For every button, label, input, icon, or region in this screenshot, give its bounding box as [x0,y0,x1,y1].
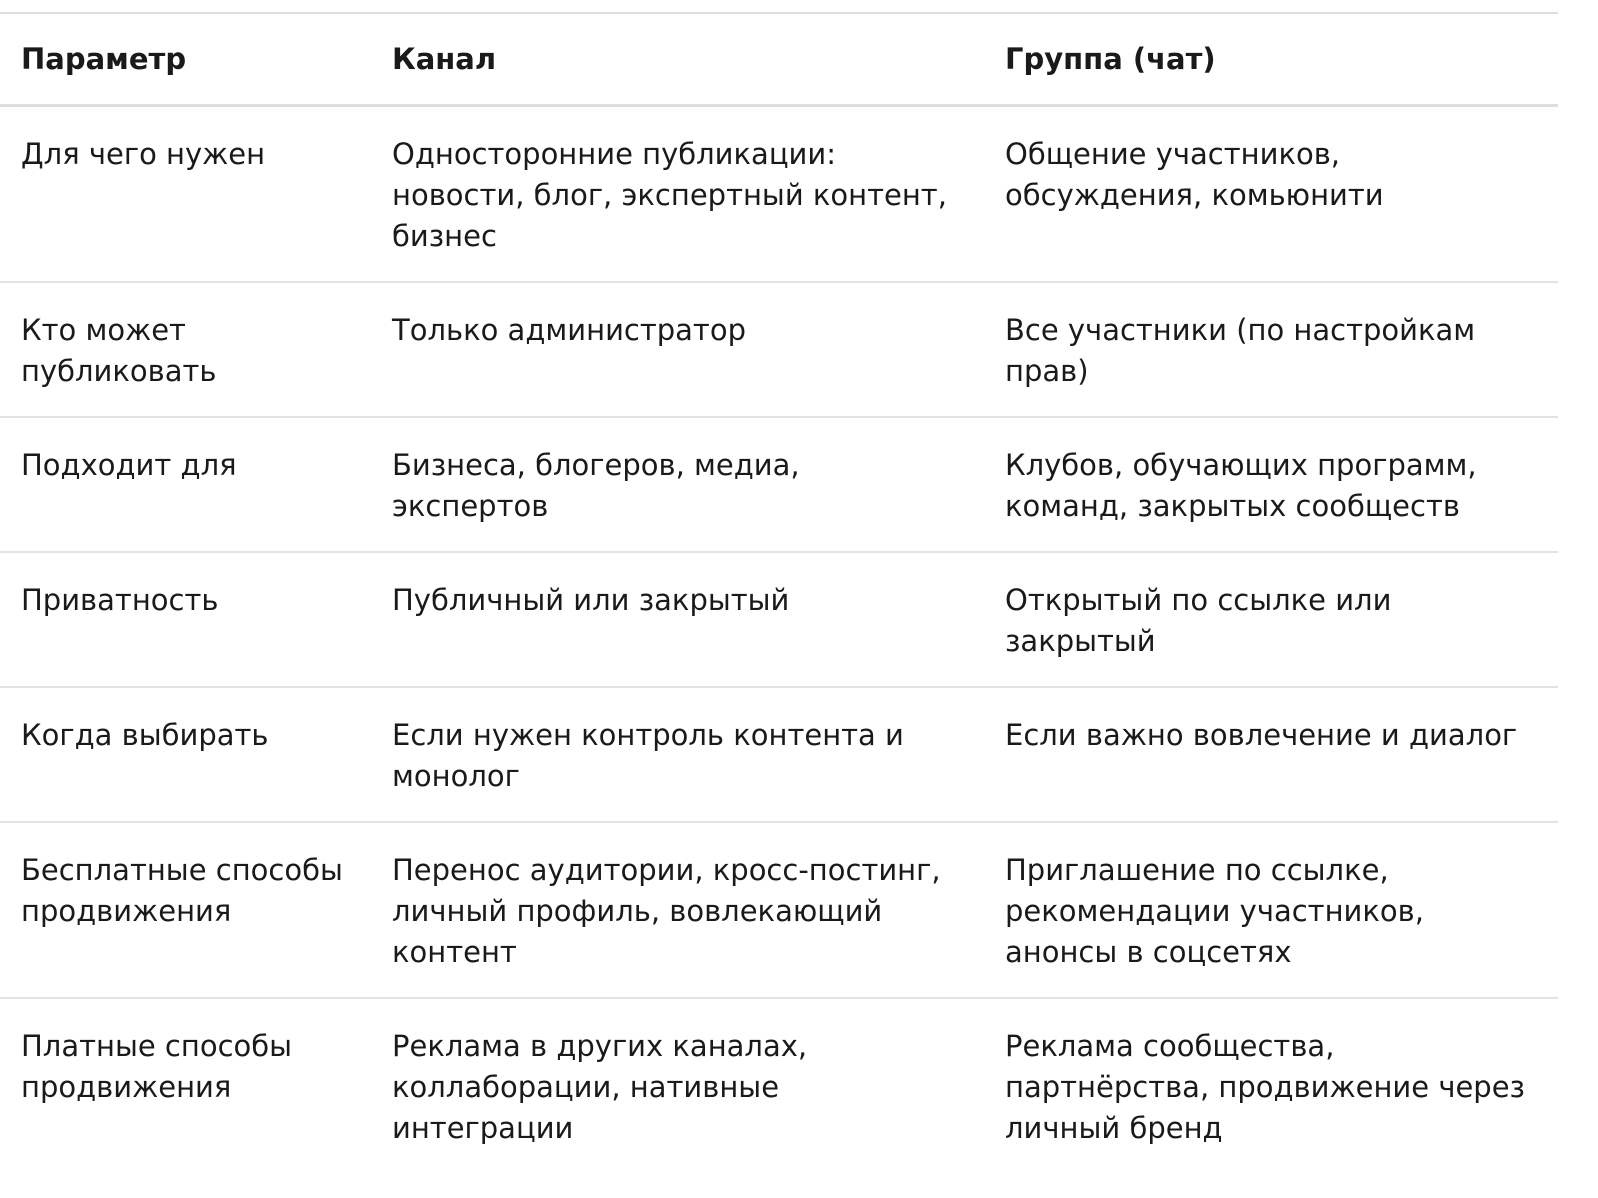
cell-group: Приглашение по ссылке, рекомендации участников, анонсы в соцсетях [1005,853,1424,969]
header-parameter: Параметр [21,42,187,76]
header-row [0,13,1558,106]
cell-parameter: Когда выбирать [21,718,269,752]
header-group: Группа (чат) [1005,42,1216,76]
cell-group: Если важно вовлечение и диалог [1005,718,1518,752]
cell-group: Все участники (по настройкам прав) [1005,313,1476,388]
cell-group: Клубов, обучающих программ, команд, закрытых сообществ [1005,448,1477,523]
cell-channel: Односторонние публикации: новости, блог, экспертный контент, бизнес [392,137,947,253]
table-row [0,417,1558,552]
table-row [0,687,1558,822]
table-body [0,106,1558,1174]
table-row [0,822,1558,998]
cell-parameter: Подходит для [21,448,237,482]
comparison-table [0,12,1558,1173]
table-header [0,13,1558,106]
cell-parameter: Приватность [21,583,219,617]
cell-channel: Только администратор [392,313,746,347]
table-row [0,282,1558,417]
comparison-table-container [0,12,1558,1173]
table-row [0,998,1558,1173]
table-row [0,106,1558,283]
cell-group: Открытый по ссылке или закрытый [1005,583,1392,658]
cell-parameter: Платные способы продвижения [21,1029,293,1104]
cell-parameter: Кто может публиковать [21,313,217,388]
cell-channel: Перенос аудитории, кросс-постинг, личный профиль, вовлекающий контент [392,853,941,969]
cell-group: Общение участников, обсуждения, комьюнити [1005,137,1384,212]
cell-parameter: Для чего нужен [21,137,266,171]
table-row [0,552,1558,687]
cell-group: Реклама сообщества, партнёрства, продвижение через личный бренд [1005,1029,1525,1145]
cell-channel: Реклама в других каналах, коллаборации, нативные интеграции [392,1029,808,1145]
cell-channel: Если нужен контроль контента и монолог [392,718,904,793]
cell-channel: Бизнеса, блогеров, медиа, экспертов [392,448,800,523]
header-channel: Канал [392,42,497,76]
cell-channel: Публичный или закрытый [392,583,790,617]
cell-parameter: Бесплатные способы продвижения [21,853,343,928]
